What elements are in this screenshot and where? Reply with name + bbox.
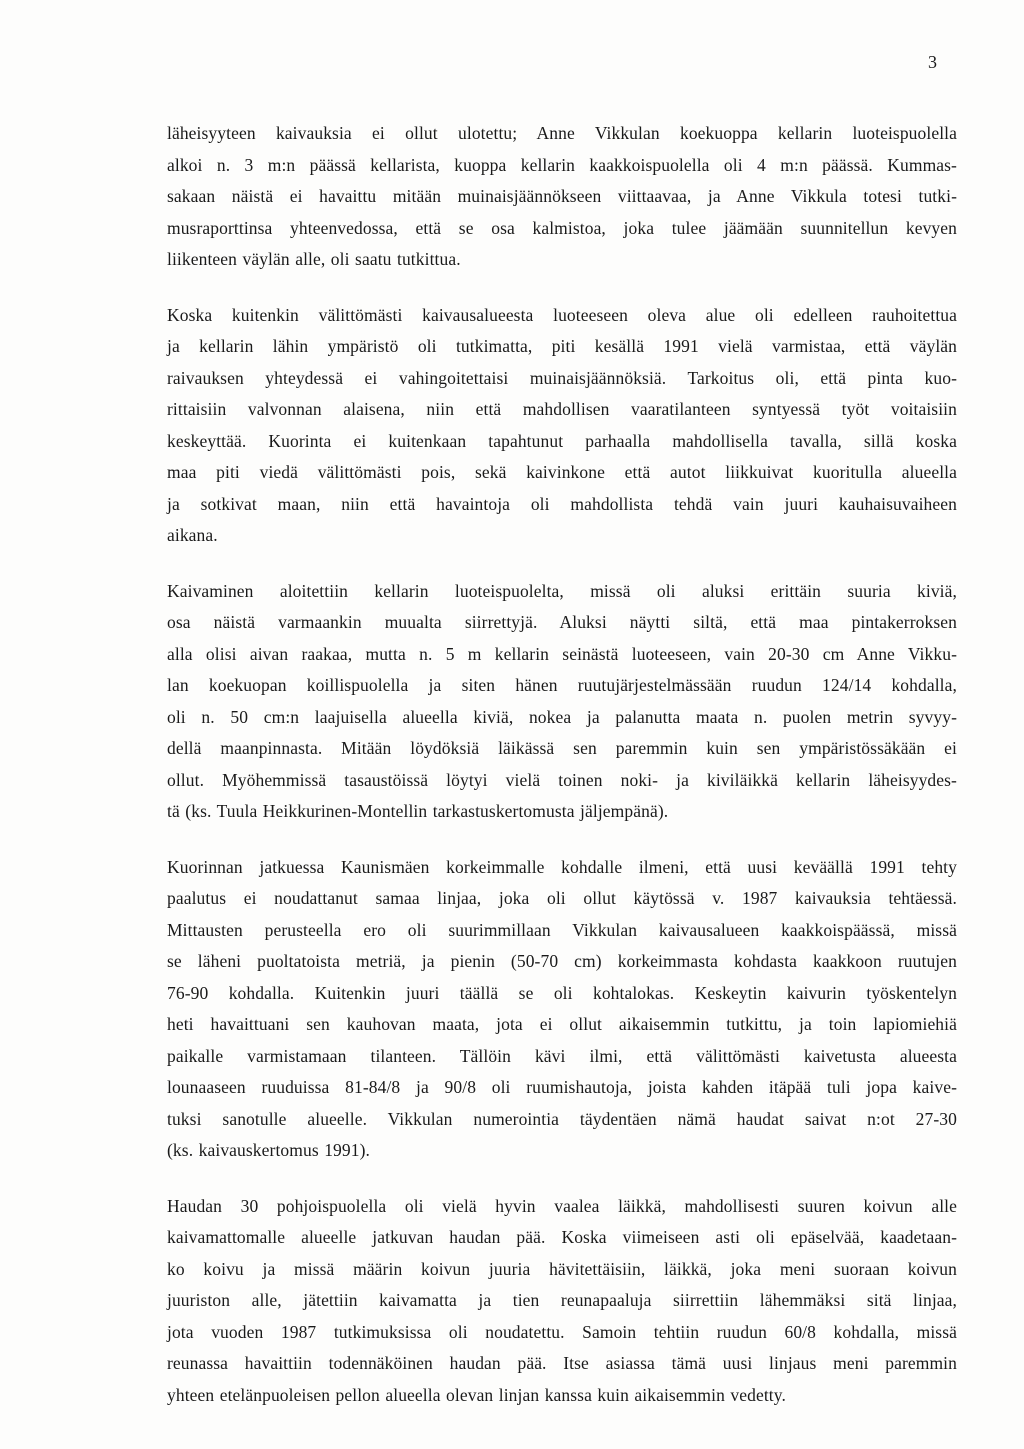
text-line: musraporttinsa yhteenvedossa, että se osa kalmistoa, joka tulee jäämään suunnitellun kevyen xyxy=(167,217,957,238)
paragraph xyxy=(167,118,957,276)
text-line: osa näistä varmaankin muualta siirrettyjä. Aluksi näytti siltä, että maa pintakerroksen xyxy=(167,612,957,632)
text-line: dellä maanpinnasta. Mitään löydöksiä läikässä sen paremmin kuin sen ympäristössäkään ei xyxy=(167,738,957,758)
page-number: 3 xyxy=(928,52,937,72)
text-line: 76-90 kohdalla. Kuitenkin juuri täällä se oli kohtalokas. Keskeytin kaivurin työskentelyn xyxy=(167,982,957,1003)
text-line: ollut. Myöhemmissä tasaustöissä löytyi vielä toinen noki- ja kiviläikkä kellarin läheisyydes- xyxy=(167,769,957,790)
text-line: liikenteen väylän alle, oli saatu tutkittua. xyxy=(167,249,461,269)
paragraph xyxy=(167,1191,957,1412)
text-line: ko koivu ja missä määrin koivun juuria hävitettäisiin, läikkä, joka meni suoraan koivun xyxy=(167,1258,957,1279)
text-line: Koska kuitenkin välittömästi kaivausalueesta luoteeseen oleva alue oli edelleen rauhoitettua xyxy=(167,304,957,325)
text-line: Mittausten perusteella ero oli suurimmillaan Vikkulan kaivausalueen kaakkoispäässä, missä xyxy=(167,919,957,940)
text-line: alkoi n. 3 m:n päässä kellarista, kuoppa kellarin kaakkoispuolella oli 4 m:n päässä. Kummas- xyxy=(167,154,957,175)
text-line: Kuorinnan jatkuessa Kaunismäen korkeimmalle kohdalle ilmeni, että uusi keväällä 1991 tehty xyxy=(167,856,957,877)
body-text xyxy=(167,118,957,1435)
text-line: juuriston alle, jätettiin kaivamatta ja tien reunapaaluja siirrettiin lähemmäksi sitä linjaa, xyxy=(167,1290,957,1310)
text-line: maa piti viedä välittömästi pois, sekä kaivinkone että autot liikkuivat kuoritulla alueella xyxy=(167,462,957,482)
text-line: rittaisiin valvonnan alaisena, niin että mahdollisen vaaratilanteen syntyessä työt voitaisiin xyxy=(167,399,957,419)
text-line: kaivamattomalle alueelle jatkuvan haudan pää. Koska viimeiseen asti oli epäselvää, kaadetaan- xyxy=(167,1227,957,1247)
text-line: keskeyttää. Kuorinta ei kuitenkaan tapahtunut parhaalla mahdollisella tavalla, sillä koska xyxy=(167,430,957,451)
text-line: paalutus ei noudattanut samaa linjaa, joka oli ollut käytössä v. 1987 kaivauksia tehtäessä. xyxy=(167,888,957,908)
text-line: heti havaittuani sen kauhovan maata, jota ei ollut aikaisemmin tutkittu, ja toin lapiomiehiä xyxy=(167,1014,957,1034)
text-line: ja kellarin lähin ympäristö oli tutkimatta, piti kesällä 1991 vielä varmistaa, että väylän xyxy=(167,336,957,356)
text-line: tuksi sanotulle alueelle. Vikkulan numerointia täydentäen nämä haudat saivat n:ot 27-30 xyxy=(167,1108,957,1129)
text-line: alla olisi aivan raakaa, mutta n. 5 m kellarin seinästä luoteeseen, vain 20-30 cm Anne Vikku- xyxy=(167,643,957,664)
text-line: jota vuoden 1987 tutkimuksissa oli noudatettu. Samoin tehtiin ruudun 60/8 kohdalla, missä xyxy=(167,1321,957,1342)
text-line: ja sotkivat maan, niin että havaintoja oli mahdollista tehdä vain juuri kauhaisuvaiheen xyxy=(167,493,957,514)
text-line: se läheni puoltatoista metriä, ja pienin (50-70 cm) korkeimmasta kohdasta kaakkoon ruutujen xyxy=(167,951,957,971)
text-line: raivauksen yhteydessä ei vahingoitettaisi muinaisjäännöksiä. Tarkoitus oli, että pinta kuo- xyxy=(167,367,957,388)
text-line: reunassa havaittiin todennäköinen haudan pää. Itse asiassa tämä uusi linjaus meni paremmin xyxy=(167,1353,957,1373)
text-line: (ks. kaivauskertomus 1991). xyxy=(167,1140,371,1160)
text-line: oli n. 50 cm:n laajuisella alueella kiviä, nokea ja palanutta maata n. puolen metrin syvyy- xyxy=(167,706,957,727)
text-line: aikana. xyxy=(167,525,218,545)
paragraph xyxy=(167,300,957,552)
text-line: Haudan 30 pohjoispuolella oli vielä hyvin vaalea läikkä, mahdollisesti suuren koivun alle xyxy=(167,1195,957,1216)
text-line: läheisyyteen kaivauksia ei ollut ulotettu; Anne Vikkulan koekuoppa kellarin luoteispuolella xyxy=(167,123,957,143)
text-line: lan koekuopan koillispuolella ja siten hänen ruutujärjestelmässään ruudun 124/14 kohdalla, xyxy=(167,675,957,695)
text-line: sakaan näistä ei havaittu mitään muinaisjäännökseen viittaavaa, ja Anne Vikkula totesi tutki- xyxy=(167,186,957,206)
paragraph xyxy=(167,852,957,1167)
text-line: Kaivaminen aloitettiin kellarin luoteispuolelta, missä oli aluksi erittäin suuria kiviä, xyxy=(167,580,957,601)
text-line: tä (ks. Tuula Heikkurinen-Montellin tarkastuskertomusta jäljempänä). xyxy=(167,801,669,821)
paragraph xyxy=(167,576,957,828)
text-line: paikalle varmistamaan tilanteen. Tällöin kävi ilmi, että välittömästi kaivetusta alueesta xyxy=(167,1045,957,1066)
text-line: yhteen etelänpuoleisen pellon alueella olevan linjan kanssa kuin aikaisemmin vedetty. xyxy=(167,1384,786,1405)
text-line: lounaaseen ruuduissa 81-84/8 ja 90/8 oli ruumishautoja, joista kahden itäpää tuli jopa kaive- xyxy=(167,1077,957,1097)
